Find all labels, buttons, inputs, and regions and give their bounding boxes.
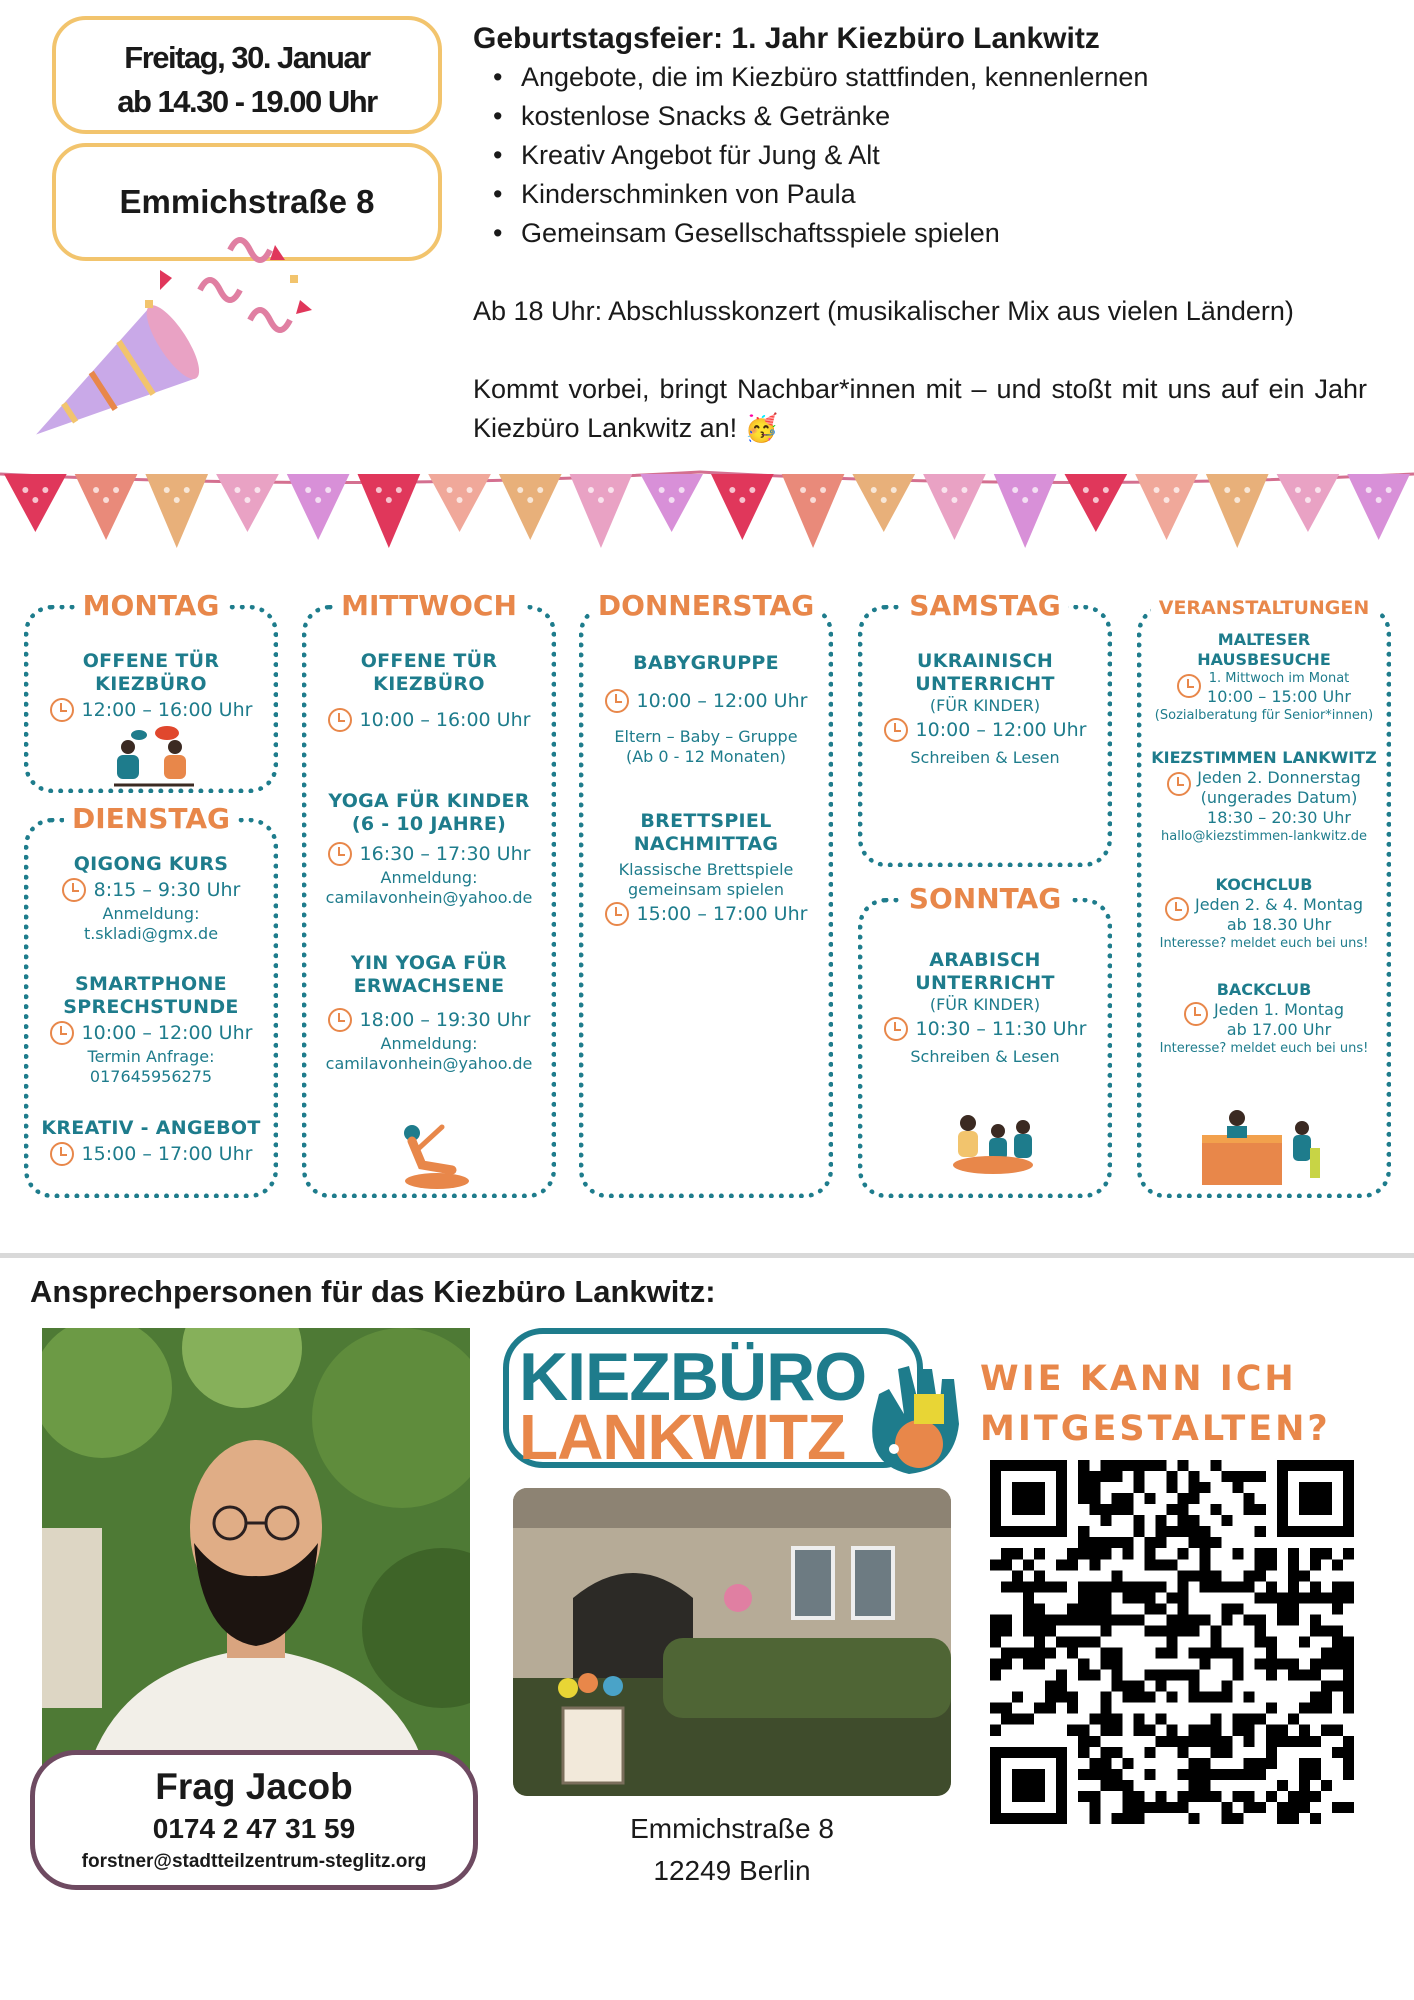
- contact-email[interactable]: forstner@stadtteilzentrum-steglitz.org: [81, 1851, 427, 1872]
- entry-time: 18:00 – 19:30 Uhr: [307, 1006, 551, 1034]
- entry-frequency: Jeden 2. Donnerstag: [1197, 768, 1361, 787]
- schedule-samstag: [858, 589, 1112, 867]
- entry-note: Schreiben & Lesen: [910, 1047, 1060, 1066]
- address-street: Emmichstraße 8: [630, 1813, 834, 1844]
- bunting-flag: [358, 474, 421, 548]
- entry-title: OFFENE TÜR KIEZBÜRO: [360, 650, 498, 695]
- bunting-flag: [1206, 474, 1269, 548]
- entry-contact: camilavonhein@yahoo.de: [325, 1054, 533, 1073]
- schedule-entry: [1142, 875, 1386, 952]
- concert-note: Ab 18 Uhr: Abschlusskonzert (musikalischer Mix aus vielen Ländern): [473, 296, 1294, 326]
- entry-title: YIN YOGA FÜR ERWACHSENE: [350, 952, 508, 997]
- office-address: [513, 1808, 951, 1892]
- contact-name: Frag Jacob: [155, 1766, 353, 1807]
- clock-icon: [328, 1008, 352, 1032]
- entry-subtitle: (6 - 10 JAHRE): [351, 813, 507, 835]
- entry-note: Anmeldung:: [380, 1034, 478, 1053]
- logo-line2: LANKWITZ: [519, 1401, 846, 1473]
- entry-time: 15:00 – 17:00 Uhr: [584, 900, 828, 928]
- day-title-dienstag: DIENSTAG: [64, 801, 238, 837]
- entry-title: BRETTSPIEL NACHMITTAG: [633, 810, 779, 855]
- entry-note: Anmeldung:: [380, 868, 478, 887]
- event-highlight: • Angebote, die im Kiezbüro stattfinden, kennenlernen: [473, 58, 1367, 97]
- clock-icon: [50, 1021, 74, 1045]
- entry-title: QIGONG KURS: [73, 853, 229, 875]
- entry-title: KOCHCLUB: [1215, 875, 1313, 894]
- cta-line1: WIE KANN ICH: [980, 1359, 1297, 1399]
- contact-photo: [42, 1328, 470, 1798]
- entry-title: OFFENE TÜR KIEZBÜRO: [82, 650, 220, 695]
- portrait-image: [42, 1328, 470, 1798]
- bunting-flag: [1135, 474, 1198, 540]
- kiezbuero-logo: [503, 1328, 923, 1473]
- participation-heading: [980, 1354, 1400, 1454]
- entry-time: 15:00 – 17:00 Uhr: [29, 1140, 273, 1168]
- event-highlights: [473, 58, 1367, 253]
- entry-note: Termin Anfrage:: [87, 1047, 215, 1066]
- schedule-entry: [584, 810, 828, 928]
- entry-title: ARABISCH UNTERRICHT: [915, 949, 1055, 994]
- entry-title: KREATIV - ANGEBOT: [41, 1117, 261, 1139]
- entry-note: Interesse? meldet euch bei uns!: [1159, 1041, 1369, 1056]
- schedule-donnerstag: [579, 589, 833, 1198]
- schedule-entry: [584, 652, 828, 767]
- entry-subtitle: (FÜR KINDER): [929, 696, 1041, 715]
- schedule-entry: [1142, 980, 1386, 1057]
- entry-time: 10:30 – 11:30 Uhr: [863, 1015, 1107, 1043]
- entry-contact: hallo@kiezstimmen-lankwitz.de: [1161, 829, 1367, 844]
- schedule-entry: [307, 650, 551, 734]
- schedule-entry: [29, 973, 273, 1087]
- contact-heading: Ansprechpersonen für das Kiezbüro Lankwitz:: [30, 1274, 716, 1309]
- bunting-flag: [711, 474, 774, 540]
- bunting-flag: [287, 474, 350, 540]
- schedule-mittwoch: [302, 589, 556, 1198]
- entry-time: ab 18.30 Uhr: [1226, 915, 1332, 934]
- bunting-flag: [499, 474, 562, 540]
- bunting-flag: [75, 474, 138, 540]
- entry-title: MALTESER HAUSBESUCHE: [1197, 630, 1331, 669]
- qr-code[interactable]: [990, 1460, 1354, 1824]
- schedule-entry: [307, 790, 551, 908]
- clock-icon: [1167, 772, 1191, 796]
- bunting-flag: [923, 474, 986, 540]
- entry-note: Interesse? meldet euch bei uns!: [1159, 936, 1369, 951]
- entry-title: SMARTPHONE SPRECHSTUNDE: [63, 973, 239, 1018]
- clock-icon: [605, 902, 629, 926]
- entry-frequency: Jeden 2. & 4. Montag: [1194, 895, 1364, 914]
- closing-note: Kommt vorbei, bringt Nachbar*innen mit – und stoßt mit uns auf ein Jahr Kiezbüro Lankwitz an! 🥳: [473, 374, 1367, 443]
- event-description: [473, 20, 1367, 448]
- entry-time: 10:00 – 12:00 Uhr: [863, 716, 1107, 744]
- entry-subtitle: (FÜR KINDER): [929, 995, 1041, 1014]
- entry-time: 10:00 – 16:00 Uhr: [307, 706, 551, 734]
- clock-icon: [50, 1142, 74, 1166]
- office-desk-illustration: [1192, 1100, 1332, 1195]
- event-time: ab 14.30 - 19.00 Uhr: [117, 84, 377, 119]
- day-title-samstag: SAMSTAG: [901, 588, 1068, 624]
- day-title-veranstaltungen: VERANSTALTUNGEN: [1151, 594, 1378, 622]
- entry-note: gemeinsam spielen: [627, 880, 785, 899]
- building-photo: [513, 1488, 951, 1796]
- clock-icon: [328, 842, 352, 866]
- entry-time: 10:00 – 12:00 Uhr: [29, 1019, 273, 1047]
- entry-time: 12:00 – 16:00 Uhr: [29, 696, 273, 724]
- schedule-dienstag: [24, 802, 278, 1198]
- entry-note: Schreiben & Lesen: [910, 748, 1060, 767]
- hand-logo-icon: [854, 1354, 974, 1484]
- clock-icon: [605, 689, 629, 713]
- entry-details: [1142, 670, 1386, 707]
- event-highlight: • Kreativ Angebot für Jung & Alt: [473, 136, 1367, 175]
- clock-icon: [1184, 1002, 1208, 1026]
- entry-note: Anmeldung:: [102, 904, 200, 923]
- bunting-flag: [1347, 474, 1410, 540]
- logo-line1: KIEZBÜRO: [519, 1339, 867, 1415]
- entry-time: 10:00 – 12:00 Uhr: [584, 687, 828, 715]
- schedule-sonntag: [858, 882, 1112, 1198]
- entry-contact: camilavonhein@yahoo.de: [325, 888, 533, 907]
- clock-icon: [1177, 674, 1201, 698]
- day-title-sonntag: SONNTAG: [901, 881, 1069, 917]
- entry-details: [1142, 1000, 1386, 1040]
- entry-time: 16:30 – 17:30 Uhr: [307, 840, 551, 868]
- party-horn-illustration: [0, 230, 330, 480]
- yoga-illustration: [382, 1115, 482, 1195]
- entry-frequency: Jeden 1. Montag: [1213, 1000, 1345, 1019]
- clock-icon: [62, 878, 86, 902]
- day-title-donnerstag: DONNERSTAG: [590, 588, 822, 624]
- event-date: Freitag, 30. Januar: [124, 40, 370, 75]
- event-highlight: • Gemeinsam Gesellschaftsspiele spielen: [473, 214, 1367, 253]
- day-title-mittwoch: MITTWOCH: [333, 588, 525, 624]
- clock-icon: [50, 698, 74, 722]
- schedule-entry: [1142, 630, 1386, 724]
- entry-time: ab 17.00 Uhr: [1226, 1020, 1332, 1039]
- entry-note: Klassische Brettspiele: [618, 860, 794, 879]
- clock-icon: [884, 718, 908, 742]
- entry-frequency-note: (ungerades Datum): [1200, 788, 1358, 807]
- entry-time: 8:15 – 9:30 Uhr: [29, 876, 273, 904]
- schedule-entry: [307, 952, 551, 1074]
- schedule-veranstaltungen: [1137, 597, 1391, 1198]
- schedule-montag: [24, 589, 278, 793]
- cta-line2: MITGESTALTEN?: [980, 1409, 1331, 1449]
- entry-contact: t.skladi@gmx.de: [83, 924, 219, 943]
- entry-frequency: 1. Mittwoch im Monat: [1208, 671, 1350, 686]
- schedule-entry: [1142, 748, 1386, 845]
- schedule-entry: [863, 650, 1107, 768]
- event-highlight: • Kinderschminken von Paula: [473, 175, 1367, 214]
- entry-note: (Sozialberatung für Senior*innen): [1154, 708, 1374, 723]
- event-address: Emmichstraße 8: [119, 183, 375, 220]
- address-city: 12249 Berlin: [653, 1855, 811, 1886]
- contact-phone[interactable]: 0174 2 47 31 59: [152, 1813, 356, 1844]
- event-title: Geburtstagsfeier: 1. Jahr Kiezbüro Lankwitz: [473, 22, 1100, 55]
- entry-note: (Ab 0 - 12 Monaten): [625, 747, 787, 766]
- entry-title: UKRAINISCH UNTERRICHT: [915, 650, 1055, 695]
- entry-time: 18:30 – 20:30 Uhr: [1207, 808, 1351, 827]
- schedule-entry: [29, 650, 273, 724]
- entry-time: 10:00 – 15:00 Uhr: [1207, 687, 1351, 706]
- event-date-box: [52, 16, 442, 134]
- entry-title: KIEZSTIMMEN LANKWITZ: [1151, 748, 1377, 767]
- schedule-entry: [29, 853, 273, 944]
- clock-icon: [328, 708, 352, 732]
- bunting-flag: [782, 474, 845, 548]
- entry-title: YOGA FÜR KINDER: [328, 790, 530, 812]
- bunting-flag: [570, 474, 633, 548]
- conversation-illustration: [109, 725, 199, 790]
- schedule-entry: [29, 1117, 273, 1168]
- entry-title: BACKCLUB: [1216, 980, 1312, 999]
- bunting-flag: [994, 474, 1057, 548]
- family-illustration: [943, 1103, 1043, 1183]
- bunting-garland: [0, 462, 1414, 572]
- entry-contact: 017645956275: [89, 1067, 213, 1086]
- entry-details: [1142, 895, 1386, 935]
- entry-title: BABYGRUPPE: [633, 652, 779, 674]
- event-highlight: • kostenlose Snacks & Getränke: [473, 97, 1367, 136]
- section-divider: [0, 1253, 1414, 1258]
- entry-note: Eltern – Baby – Gruppe: [614, 727, 798, 746]
- entry-details: [1142, 768, 1386, 828]
- schedule-entry: [863, 949, 1107, 1067]
- contact-card: [30, 1750, 478, 1890]
- bunting-flag: [145, 474, 208, 548]
- clock-icon: [1165, 897, 1189, 921]
- day-title-montag: MONTAG: [75, 588, 228, 624]
- clock-icon: [884, 1017, 908, 1041]
